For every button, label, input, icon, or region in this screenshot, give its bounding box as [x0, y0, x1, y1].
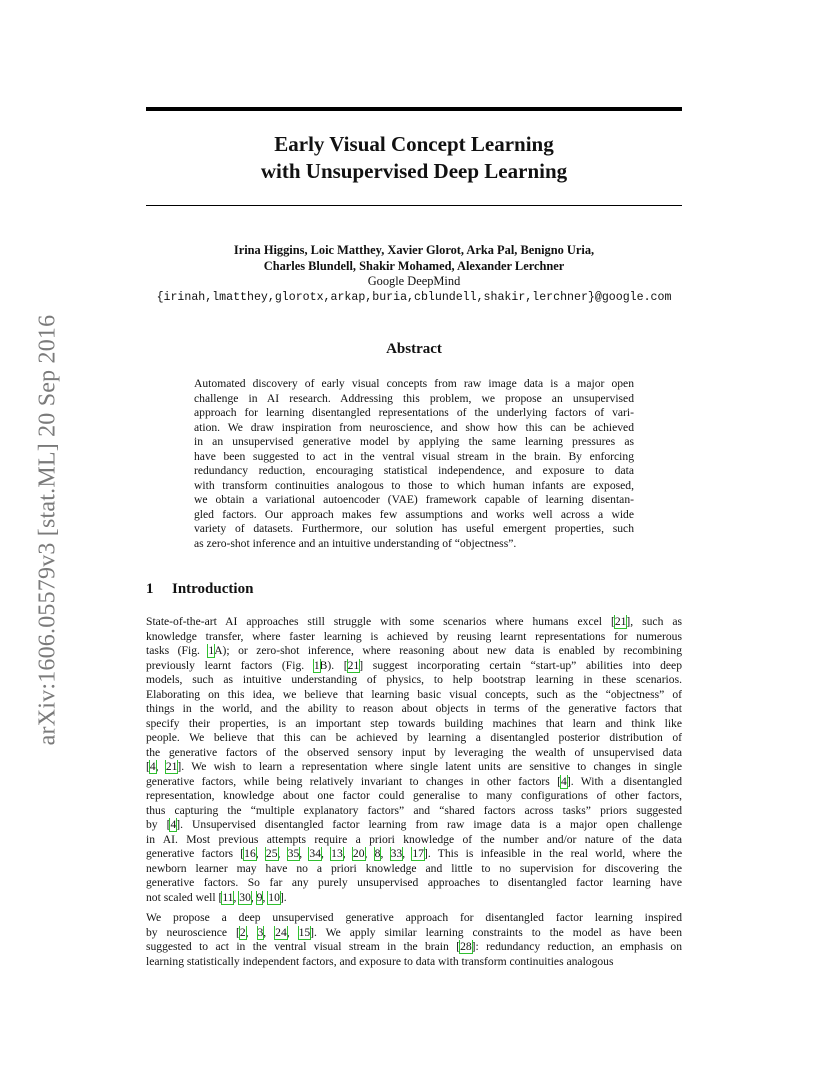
figure-link[interactable]: 1 [208, 644, 215, 657]
citation-link[interactable]: 30 [239, 890, 251, 904]
figure-link[interactable]: 1 [313, 658, 320, 672]
citation-link[interactable]: 11 [222, 890, 234, 904]
intro-paragraph-1 [146, 615, 682, 905]
abstract-line: with transform continuities analogous to those to which human infants are exposed, [194, 478, 634, 492]
abstract-line: challenge in AI research. Addressing this problem, we propose an unsupervised [194, 391, 634, 405]
intro-line: generative factors. So far any purely unsupervised approaches to disentangled factor learning have [146, 876, 682, 889]
author-block [146, 243, 682, 305]
abstract-line: have been suggested to act in the ventral visual stream in the brain. By enforcing [194, 449, 634, 463]
author-names-line: Irina Higgins, Loic Matthey, Xavier Glorot, Arka Pal, Benigno Uria, [233, 243, 595, 257]
abstract-line: as zero-shot inference and an intuitive understanding of “objectness”. [194, 536, 517, 550]
affiliation: Google DeepMind [367, 274, 461, 288]
citation-link[interactable]: 21 [165, 760, 178, 773]
citation-link[interactable]: 21 [347, 658, 360, 672]
citation-link[interactable]: 2 [239, 925, 246, 939]
intro-line: learning statistically independent factors, and exposure to data with transform continuities analogous [146, 954, 614, 968]
intro-line: We propose a deep unsupervised generative approach for disentangled factor learning inspired [146, 911, 682, 924]
citation-link[interactable]: 9 [256, 890, 263, 904]
abstract-heading: Abstract [386, 341, 442, 357]
arxiv-stamp: arXiv:1606.05579v3 [stat.ML] 20 Sep 2016 [34, 314, 61, 746]
intro-line: models, such as intuitive understanding of physics, to help bootstrap learning in these scenarios. [146, 673, 682, 686]
citation-link[interactable]: 4 [561, 774, 567, 788]
intro-line: generative factors, while being relatively invariant to changes in other factors [4]. With a disentangled [146, 774, 682, 788]
citation-link[interactable]: 28 [460, 940, 472, 953]
intro-line: by [4]. Unsupervised disentangled factor learning from raw image data is a major open challenge [146, 818, 682, 831]
introduction-body [146, 615, 682, 969]
intro-line: generative factors [16, 25, 35, 34, 13, 20, 8, 33, 17]. This is infeasible in the real world, where the [146, 847, 682, 860]
abstract-text [194, 377, 634, 551]
abstract-line: redundancy reduction, encouraging statistical independence, and exposure to data [194, 464, 634, 477]
title-line: with Unsupervised Deep Learning [260, 159, 568, 183]
citation-link[interactable]: 15 [298, 925, 311, 939]
abstract-line: gled factors. Our approach makes few assumptions and works well across a wide [194, 507, 634, 521]
intro-line: tasks (Fig. 1A); or zero-shot inference, where reasoning about new data is enabled by recombining [146, 644, 682, 657]
citation-link[interactable]: 33 [390, 847, 403, 860]
citation-link[interactable]: 8 [374, 847, 381, 860]
paper-title [146, 131, 682, 185]
section-title: Introduction [172, 581, 254, 597]
citation-link[interactable]: 25 [265, 847, 278, 860]
intro-line: Elaborating on this idea, we believe that learning basic visual concepts, such as the “objectness” of [146, 687, 682, 701]
intro-line: specify their properties, is an important step towards building machines that learn and think like [146, 716, 682, 730]
intro-line: suggested to act in the ventral visual stream in the brain [28]: redundancy reduction, an emphasis on [146, 940, 682, 953]
citation-link[interactable]: 17 [412, 847, 424, 860]
citation-link[interactable]: 16 [244, 847, 256, 860]
section-heading [146, 581, 253, 598]
intro-line: knowledge transfer, where faster learning is achieved by reusing learnt representations for numerous [146, 629, 682, 643]
citation-link[interactable]: 24 [275, 925, 287, 939]
citation-link[interactable]: 35 [287, 847, 300, 860]
author-emails: {irinah,lmatthey,glorotx,arkap,buria,cblundell,shakir,lerchner}@google.com [156, 290, 672, 304]
abstract-line: we obtain a variational autoencoder (VAE) framework capable of learning disentan- [194, 493, 634, 506]
intro-line: thus capturing the “multiple explanatory factors” and “shared factors across tasks” priors suggested [146, 803, 682, 817]
abstract-line: Automated discovery of early visual concepts from raw image data is a major open [194, 377, 634, 390]
intro-line: representation, knowledge about one factor could generalise to many configurations of other factors, [146, 789, 682, 802]
intro-line: previously learnt factors (Fig. 1B). [21] suggest incorporating certain “start-up” abilities into deep [146, 658, 682, 672]
author-names-line: Charles Blundell, Shakir Mohamed, Alexander Lerchner [263, 258, 565, 273]
intro-line: State-of-the-art AI approaches still struggle with some scenarios where humans excel [21], such as [146, 615, 682, 628]
intro-line: in AI. Most previous attempts require a priori knowledge of the number and/or nature of the data [146, 832, 682, 846]
title-bottom-rule [146, 205, 682, 206]
citation-link[interactable]: 21 [614, 615, 627, 628]
intro-line: newborn learner may have no a priori knowledge and little to no supervision for discovering the [146, 861, 682, 875]
abstract-line: in an unsupervised generative model by applying the same learning pressures as [194, 435, 634, 448]
citation-link[interactable]: 3 [257, 925, 264, 939]
intro-paragraph-2 [146, 911, 682, 969]
citation-link[interactable]: 4 [170, 818, 177, 831]
intro-line: [4, 21]. We wish to learn a representation where single latent units are sensitive to changes in single [146, 760, 682, 773]
abstract-line: variety of datasets. Furthermore, our solution has useful emergent properties, such [194, 522, 634, 535]
intro-line: things in the world, and the ability to reason about objects in terms of the generative factors that [146, 702, 682, 715]
citation-link[interactable]: 10 [268, 890, 280, 904]
title-line: Early Visual Concept Learning [274, 132, 554, 156]
title-top-rule [146, 107, 682, 111]
citation-link[interactable]: 4 [149, 760, 156, 773]
intro-line: the generative factors of the observed sensory input by leveraging the wealth of unsupervised data [146, 745, 682, 759]
intro-line: by neuroscience [2, 3, 24, 15]. We apply similar learning constraints to the model as have been [146, 925, 682, 939]
abstract-line: ation. We draw inspiration from neuroscience, and show how this can be achieved [194, 420, 634, 434]
section-number: 1 [146, 581, 154, 597]
intro-line: not scaled well [11, 30, 9, 10]. [146, 890, 287, 904]
abstract-line: approach for learning disentangled representations of the underlying factors of vari- [194, 406, 634, 419]
citation-link[interactable]: 20 [352, 847, 365, 860]
citation-link[interactable]: 34 [309, 847, 322, 860]
citation-link[interactable]: 13 [331, 847, 343, 860]
intro-line: people. We believe that this can be achieved by learning a disentangled posterior distribution of [146, 731, 682, 744]
